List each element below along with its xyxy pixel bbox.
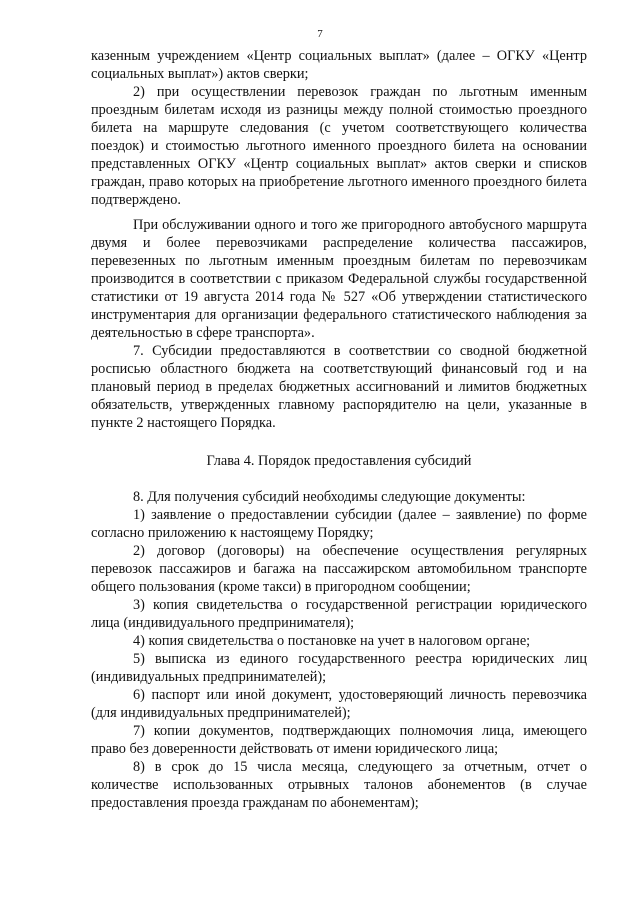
- paragraph-continuation: казенным учреждением «Центр социальных выплат» (далее – ОГКУ «Центр социальных выплат») актов сверки;: [91, 48, 587, 82]
- paragraph-8-documents: 8. Для получения субсидий необходимы следующие документы:: [133, 489, 526, 505]
- page-number: 7: [317, 28, 323, 40]
- document-body: [91, 47, 587, 812]
- list-item-3-registration-copy: 3) копия свидетельства о государственной регистрации юридического лица (индивидуального предпринимателя);: [91, 597, 587, 631]
- list-item-1-application: 1) заявление о предоставлении субсидии (далее – заявление) по форме согласно приложению к настоящему Порядку;: [91, 507, 587, 541]
- list-item-6-passport: 6) паспорт или иной документ, удостоверяющий личность перевозчика (для индивидуальных предпринимателей);: [91, 687, 587, 721]
- paragraph-7-subsidies: 7. Субсидии предоставляются в соответствии со сводной бюджетной росписью областного бюджета на соответствующий финансовый год и на плановый период в пределах бюджетных ассигнований и лимитов бюджетных обязательств, утвержденных главному распорядителю на цели, указанные в пункте 2 настоящего Порядка.: [91, 343, 587, 431]
- list-item-5-registry-extract: 5) выписка из единого государственного реестра юридических лиц (индивидуальных предпринимателей);: [91, 651, 587, 685]
- chapter-heading: Глава 4. Порядок предоставления субсидий: [206, 453, 472, 469]
- paragraph-route-distribution: При обслуживании одного и того же пригородного автобусного маршрута двумя и более перевозчиками распределение количества пассажиров, перевезенных по льготным именным проездным билетам по перевозчикам производится в соответствии с приказом Федеральной службы государственной статистики от 19 августа 2014 года № 527 «Об утверждении статистического инструментария для организации федерального статистического наблюдения за деятельностью в сфере транспорта».: [91, 217, 587, 341]
- list-item-8-ticket-report: 8) в срок до 15 числа месяца, следующего за отчетным, отчет о количестве использованных отрывных талонов абонементов (в случае предоставления проезда гражданам по абонементам);: [91, 759, 587, 811]
- list-item-2-contract: 2) договор (договоры) на обеспечение осуществления регулярных перевозок пассажиров и багажа на пассажирском автомобильном транспорте общего пользования (кроме такси) в пригородном сообщении;: [91, 543, 587, 595]
- list-item-7-authority-docs: 7) копии документов, подтверждающих полномочия лица, имеющего право без доверенности действовать от имени юридического лица;: [91, 723, 587, 757]
- paragraph-item-2: 2) при осуществлении перевозок граждан по льготным именным проездным билетам исходя из разницы между полной стоимостью проездного билета на маршруте следования (с учетом соответствующего количества поездок) и стоимостью льготного именного проездного билета на основании представленных ОГКУ «Центр социальных выплат» актов сверки и списков граждан, право которых на приобретение льготного именного проездного билета подтверждено.: [91, 84, 587, 208]
- list-item-4-tax-certificate: 4) копия свидетельства о постановке на учет в налоговом органе;: [133, 633, 531, 649]
